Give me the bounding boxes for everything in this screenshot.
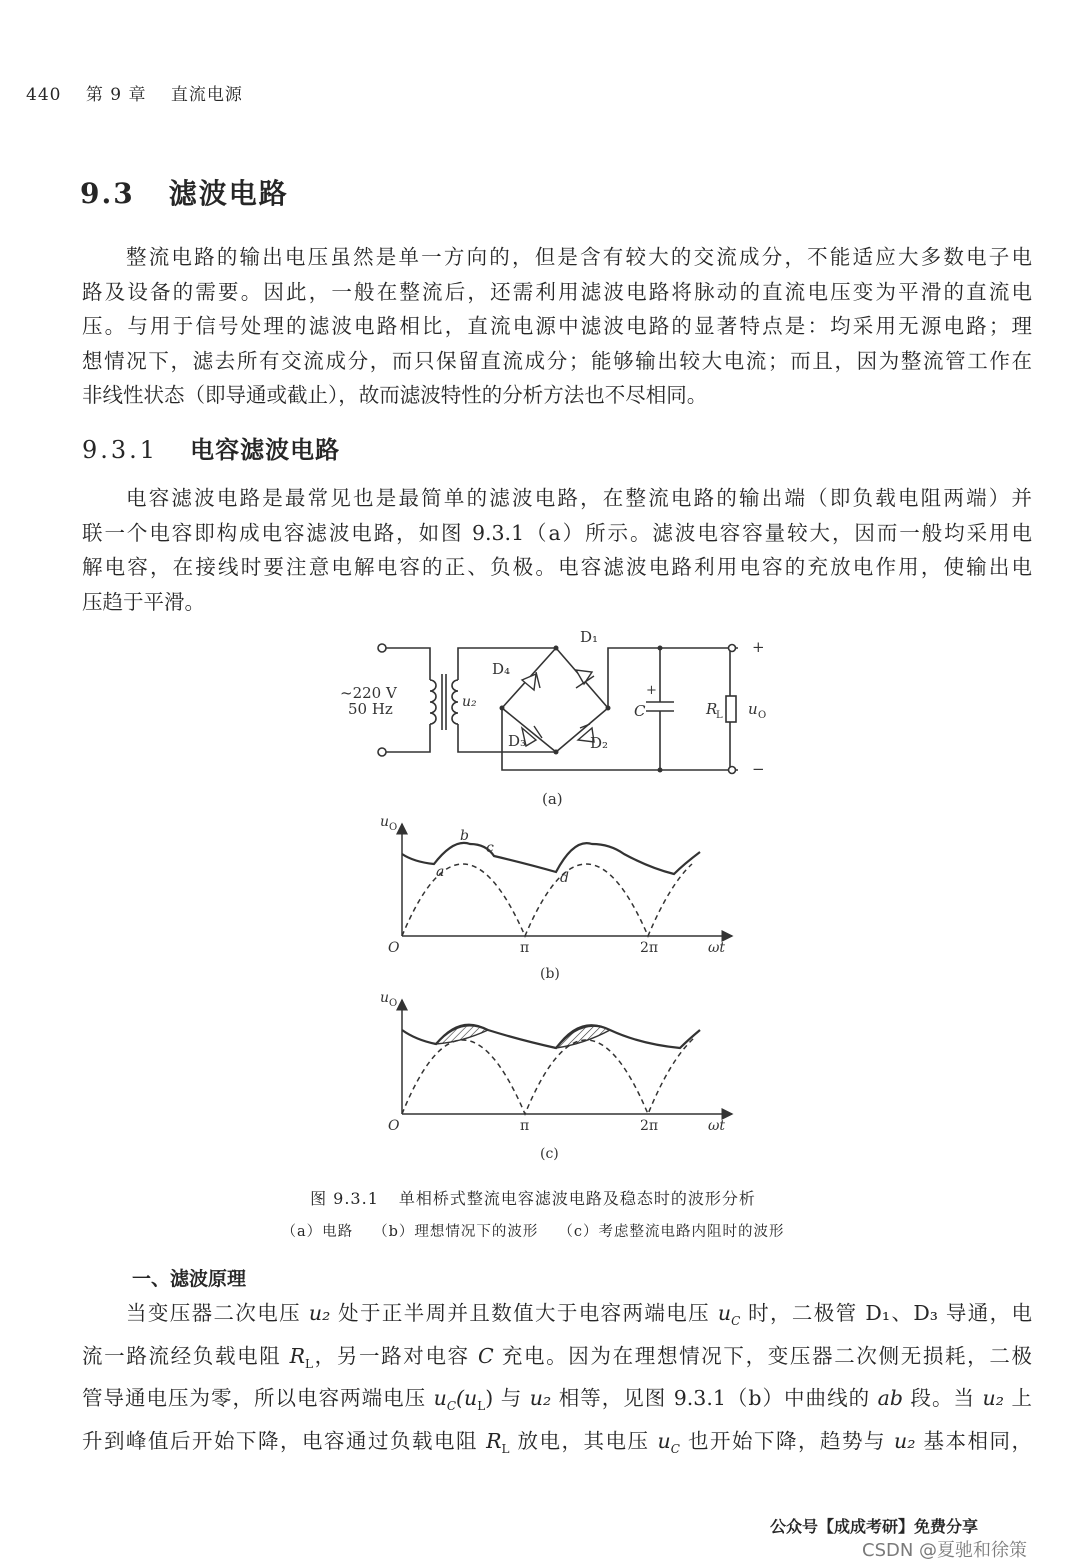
- y-axis-sub: O: [389, 822, 398, 833]
- principle-line-1: [82, 1296, 1032, 1339]
- text-run: 时，二极管 D₁、D₃ 导通，电: [740, 1301, 1032, 1325]
- minus-label: −: [752, 760, 765, 778]
- plus-label: +: [752, 638, 765, 656]
- figure-number: 图 9.3.1: [310, 1189, 379, 1208]
- source-freq-label: 50 Hz: [348, 700, 393, 718]
- point-d-label: d: [560, 870, 569, 886]
- capacitor-paragraph: [82, 481, 1032, 619]
- source-voltage-label: ~220 V: [340, 684, 397, 702]
- running-header: [26, 80, 261, 105]
- chapter-number: 第 9 章: [85, 85, 147, 105]
- intro-line: 想情况下，滤去所有交流成分，而只保留直流成分；能够输出较大电流；而且，因为整流管工作在: [82, 348, 1032, 373]
- text-run: 基本相同，: [915, 1429, 1032, 1454]
- principle-paragraph: [82, 1296, 1032, 1467]
- text-run: 升到峰值后开始下降，电容通过负载电阻: [82, 1429, 487, 1454]
- ab-symbol: ab: [877, 1386, 903, 1411]
- subsubsection-title: 一、滤波原理: [132, 1268, 247, 1290]
- section-number: 9.3: [80, 177, 135, 210]
- rl-subscript: L: [501, 1442, 510, 1457]
- uc-symbol: u: [433, 1386, 447, 1411]
- rectified-wave-dashed: [402, 1038, 694, 1114]
- section-name: 滤波电路: [168, 177, 289, 210]
- subcaption-b: （b）理想情况下的波形: [373, 1224, 539, 1240]
- share-notice: 公众号【成成考研】免费分享: [770, 1517, 979, 1536]
- output-terminal-plus: [729, 645, 736, 652]
- cap-line: 解电容，在接线时要注意电解电容的正、负极。电容滤波电路利用电容的充放电作用，使输出电: [82, 555, 1032, 580]
- waveform-internal-resistance-plot: [370, 988, 740, 1164]
- point-b-label: b: [460, 828, 469, 844]
- origin-label: O: [388, 1118, 400, 1134]
- figure-c-label: (c): [540, 1146, 559, 1162]
- page-number: 440: [26, 85, 62, 105]
- rectifier-circuit-diagram: [330, 630, 790, 810]
- text-run: 当变压器二次电压: [126, 1301, 309, 1325]
- output-terminal-minus: [729, 767, 736, 774]
- text-run: 流一路流经负载电阻: [82, 1343, 290, 1368]
- text-run: 充电。因为在理想情况下，变压器二次侧无损耗，二极: [493, 1343, 1032, 1368]
- uc-subscript: C: [446, 1399, 457, 1414]
- u2-label: u₂: [462, 694, 477, 710]
- transformer-primary-coil: [430, 680, 436, 724]
- x-axis-label: ωt: [708, 1118, 726, 1134]
- principle-line-4: [82, 1424, 1032, 1467]
- section-title: [80, 172, 289, 212]
- d4-label: D₄: [492, 660, 511, 678]
- d1-label: D₁: [580, 630, 599, 646]
- rl-symbol: R: [486, 1429, 502, 1454]
- u2-symbol: u₂: [894, 1429, 916, 1454]
- text-run: ，另一路对电容: [313, 1343, 478, 1368]
- waveform-ideal-plot: [370, 812, 740, 988]
- u2-symbol: u₂: [308, 1301, 331, 1325]
- load-sub-label: L: [716, 710, 723, 721]
- two-pi-label: 2π: [640, 1118, 659, 1134]
- load-label: R: [706, 700, 718, 718]
- intro-line: 压。与用于信号处理的滤波电路相比，直流电源中滤波电路的显著特点是：均采用无源电路；理: [82, 314, 1032, 339]
- figure-a-label: (a): [542, 790, 563, 808]
- x-axis-label: ωt: [708, 940, 726, 956]
- output-label: u: [748, 700, 758, 718]
- uc-symbol: u: [657, 1429, 671, 1454]
- uc-subscript: C: [670, 1442, 680, 1457]
- intro-line: 非线性状态（即导通或截止），故而滤波特性的分析方法也不尽相同。: [82, 383, 708, 408]
- cap-line: 电容滤波电路是最常见也是最简单的滤波电路，在整流电路的输出端（即负载电阻两端）并: [126, 486, 1032, 510]
- c-symbol: C: [477, 1343, 494, 1368]
- figure-b-label: (b): [540, 966, 560, 982]
- rl-symbol: R: [289, 1343, 306, 1368]
- transformer-secondary-coil: [452, 680, 458, 724]
- chapter-title: 直流电源: [170, 85, 243, 105]
- diode-d1: [576, 670, 594, 688]
- subsection-title: [82, 430, 340, 465]
- cap-label: C: [634, 702, 646, 720]
- cap-line: 联一个电容即构成电容滤波电路，如图 9.3.1（a）所示。滤波电容容量较大，因而一般均采用电: [82, 520, 1032, 545]
- text-run: 相等，见图 9.3.1（b）中曲线的: [551, 1386, 878, 1411]
- subsection-name: 电容滤波电路: [190, 435, 341, 464]
- pi-label: π: [520, 1118, 530, 1134]
- y-axis-sub: O: [389, 998, 398, 1009]
- subcaption-a: （a）电路: [281, 1224, 354, 1240]
- rectified-wave-dashed: [402, 864, 692, 936]
- uc-symbol: u: [717, 1301, 732, 1325]
- point-c-label: c: [486, 840, 494, 856]
- text-run: 也开始下降，趋势与: [679, 1429, 895, 1454]
- text-run: 上: [1003, 1386, 1032, 1411]
- intro-line: 路及设备的需要。因此，一般在整流后，还需利用滤波电路将脉动的直流电压变为平滑的直流电: [82, 279, 1032, 304]
- principle-line-3: [82, 1381, 1032, 1424]
- output-sub-label: O: [758, 710, 767, 721]
- rl-subscript: L: [305, 1356, 314, 1371]
- subcaption-c: （c）考虑整流电路内阻时的波形: [558, 1224, 785, 1240]
- text-run: 处于正半周并且数值大于电容两端电压: [330, 1301, 718, 1325]
- input-terminal-top: [378, 644, 386, 652]
- load-resistor: [726, 696, 736, 722]
- u2-symbol: u₂: [982, 1386, 1004, 1411]
- principle-line-2: [82, 1339, 1032, 1382]
- y-axis-label: u: [380, 814, 390, 830]
- cap-line: 压趋于平滑。: [82, 589, 205, 614]
- subsection-number: 9.3.1: [82, 436, 159, 464]
- text-run: 管导通电压为零，所以电容两端电压: [82, 1386, 434, 1411]
- d2-label: D₂: [590, 734, 609, 752]
- origin-label: O: [388, 940, 400, 956]
- input-terminal-bottom: [378, 748, 386, 756]
- d3-label: D₃: [508, 732, 527, 750]
- figure-caption-text: 单相桥式整流电容滤波电路及稳态时的波形分析: [398, 1189, 756, 1208]
- text-run: ): [485, 1386, 494, 1411]
- ul-symbol: (u: [456, 1386, 478, 1411]
- point-a-label: a: [436, 864, 445, 880]
- figure-subcaptions: [0, 1220, 1066, 1241]
- u2-symbol: u₂: [529, 1386, 552, 1411]
- csdn-watermark: CSDN @夏驰和徐策: [862, 1540, 1028, 1561]
- ul-subscript: L: [477, 1399, 486, 1414]
- two-pi-label: 2π: [640, 940, 659, 956]
- uc-subscript: C: [731, 1314, 741, 1329]
- intro-paragraph: [82, 240, 1032, 413]
- cap-plus-label: +: [646, 683, 657, 698]
- y-axis-label: u: [380, 990, 390, 1006]
- text-run: 与: [493, 1386, 530, 1411]
- pi-label: π: [520, 940, 530, 956]
- intro-line: 整流电路的输出电压虽然是单一方向的，但是含有较大的交流成分，不能适应大多数电子电: [126, 245, 1032, 269]
- text-run: 段。当: [902, 1386, 983, 1411]
- text-run: 放电，其电压: [509, 1429, 658, 1454]
- figure-caption: [0, 1186, 1066, 1209]
